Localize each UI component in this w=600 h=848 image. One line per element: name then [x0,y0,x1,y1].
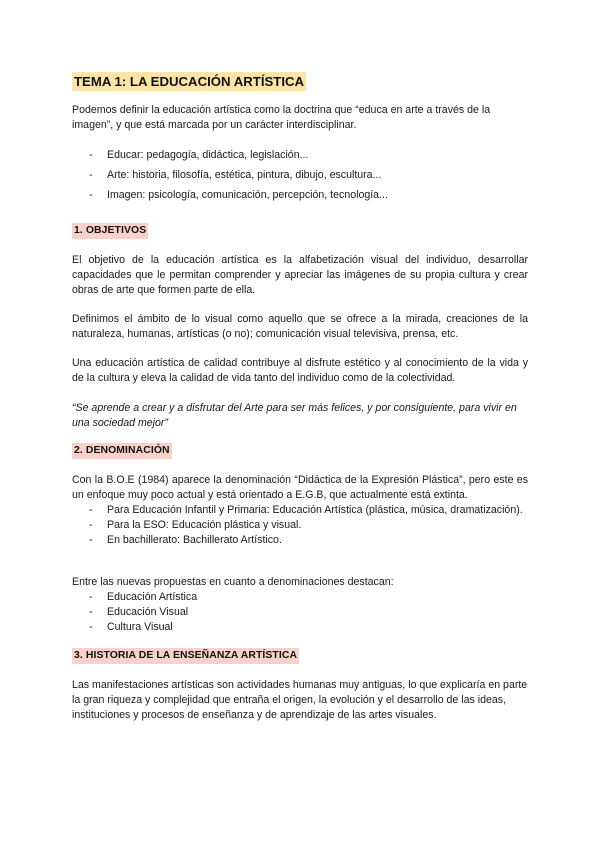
dash-bullet: - [89,519,93,531]
list-item [72,188,528,203]
objetivos-paragraph-3: Una educación artística de calidad contribuye al disfrute estético y al conocimiento de la vida y de la cultura y eleva la calidad de vida tanto del individuo como de la colectividad. [72,357,528,385]
list-item-text: Imagen: psicología, comunicación, percepción, tecnología... [107,189,388,202]
list-item-text: En bachillerato: Bachillerato Artístico. [107,534,282,546]
list-item [72,605,528,620]
dash-bullet: - [89,591,93,603]
section-heading-historia: 3. HISTORIA DE LA ENSEÑANZA ARTÍSTICA [72,648,299,664]
list-item-text: Para Educación Infantil y Primaria: Educación Artística (plástica, música, dramatización). [107,504,523,516]
objetivos-paragraph-1: El objetivo de la educación artística es la alfabetización visual del individuo, desarrollar capacidades que le permitan comprender y apreciar las imágenes de su propia cultura y crear obras de arte que formen parte de ella. [72,254,528,297]
denominacion-paragraph-1: Con la B.O.E (1984) aparece la denominación “Didáctica de la Expresión Plástica”, pero este es un enfoque muy poco actual y está orientado a E.G.B, que actualmente está extinta. [72,474,528,502]
list-item-text: Para la ESO: Educación plástica y visual. [107,519,302,531]
list-item [72,518,528,533]
list-item [72,620,528,635]
list-item-text: Educación Visual [107,606,189,618]
dash-bullet: - [89,504,93,516]
objetivos-quote: “Se aprende a crear y a disfrutar del Arte para ser más felices, y por consiguiente, para vivir en una sociedad mejor” [72,402,517,430]
list-item-text: Arte: historia, filosofía, estética, pintura, dibujo, escultura... [107,169,382,182]
dash-bullet: - [89,189,93,202]
denominacion-paragraph-2: Entre las nuevas propuestas en cuanto a denominaciones destacan: [72,576,394,588]
section-heading-denominacion: 2. DENOMINACIÓN [72,443,172,459]
list-item-text: Cultura Visual [107,621,173,633]
dash-bullet: - [89,149,93,161]
dash-bullet: - [89,169,93,182]
section-heading-objetivos: 1. OBJETIVOS [72,223,148,239]
dash-bullet: - [89,621,93,633]
list-item [72,590,528,605]
list-item [72,148,528,163]
objetivos-paragraph-2: Definimos el ámbito de lo visual como aquello que se ofrece a la mirada, creaciones de la naturaleza, humanas, artísticas (o no); comunicación visual televisiva, prensa, etc. [72,313,528,341]
intro-paragraph: Podemos definir la educación artística como la doctrina que “educa en arte a través de la imagen”, y que está marcada por un carácter interdisciplinar. [72,104,491,132]
denominacion-list-2 [72,590,528,635]
historia-paragraph-1: Las manifestaciones artísticas son actividades humanas muy antiguas, lo que explicaría en parte la gran riqueza y complejidad que entraña el origen, la evolución y el desarrollo de las ideas, instituciones y procesos de enseñanza y de aprendizaje de las artes visuales. [72,679,528,722]
intro-list [72,148,528,204]
list-item-text: Educar: pedagogía, didáctica, legislación... [107,149,309,161]
dash-bullet: - [89,606,93,618]
list-item [72,533,528,548]
dash-bullet: - [89,534,93,546]
page-title: TEMA 1: LA EDUCACIÓN ARTÍSTICA [74,74,305,89]
list-item [72,168,528,183]
denominacion-list-1 [72,503,528,548]
list-item [72,503,528,518]
list-item-text: Educación Artística [107,591,198,603]
